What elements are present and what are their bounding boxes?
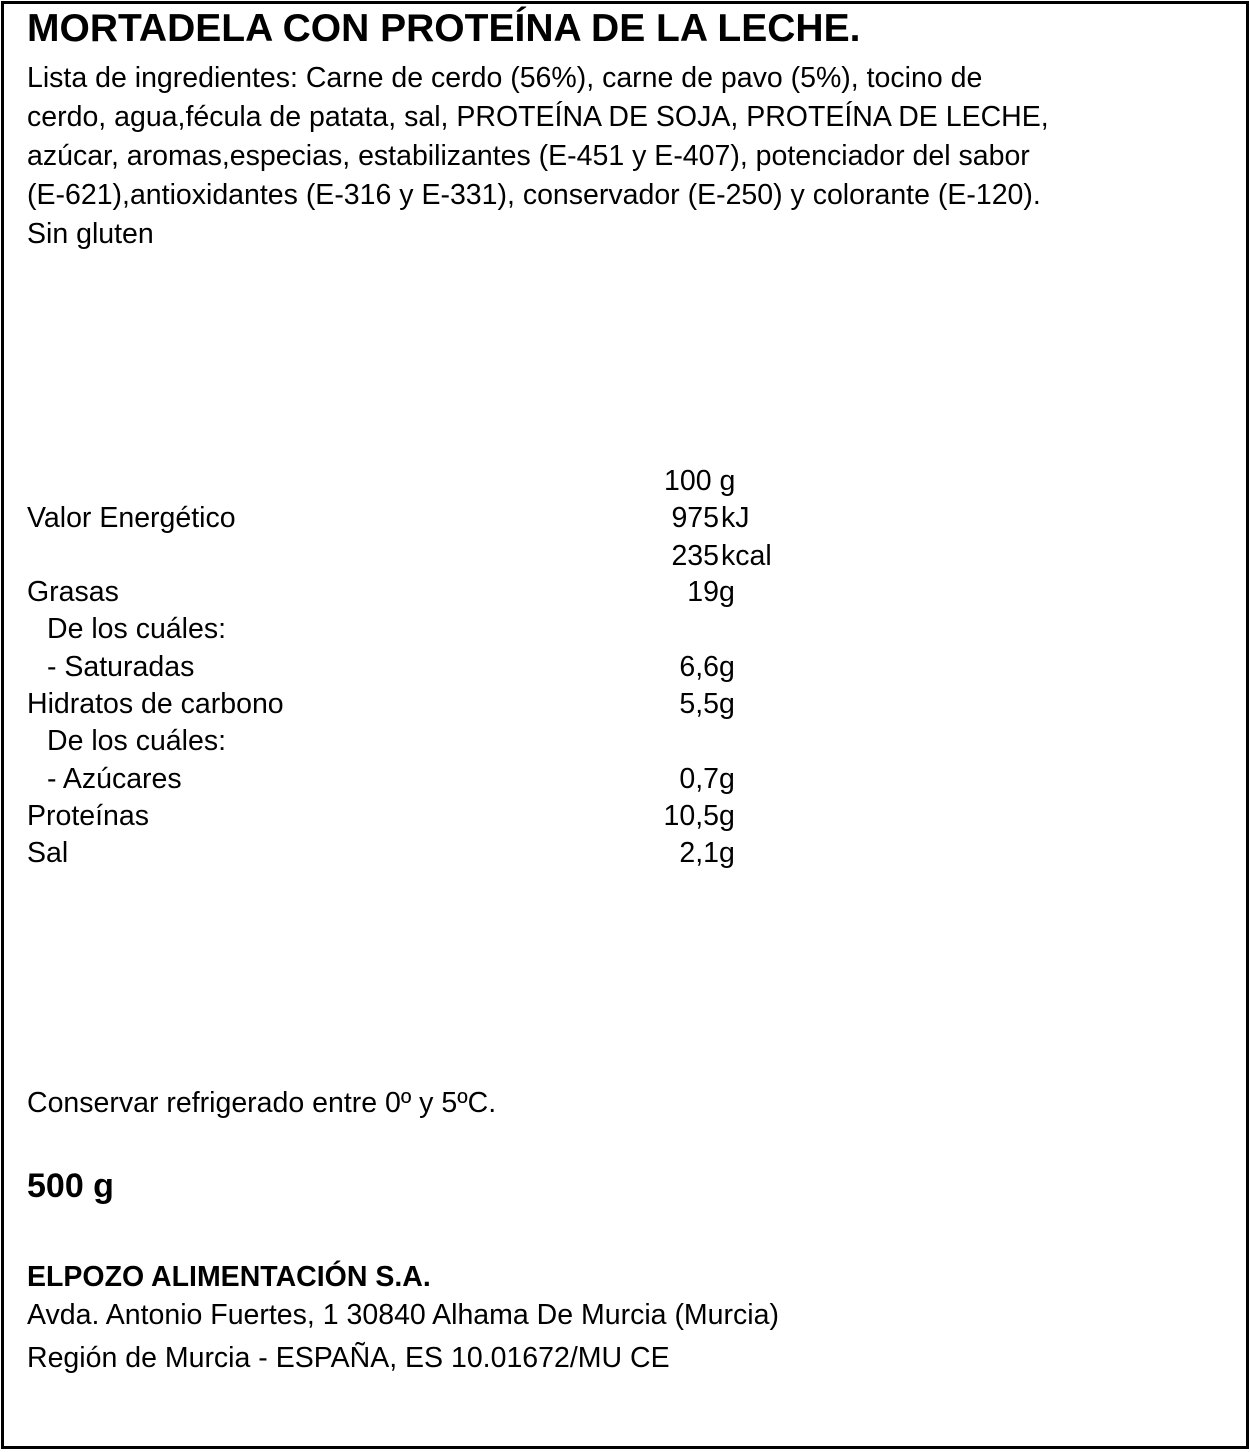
carbs-value: 5,5: [679, 688, 719, 720]
company-name: ELPOZO ALIMENTACIÓN S.A.: [27, 1261, 431, 1293]
carbs-of-which-label: De los cuáles:: [47, 725, 227, 757]
saturated-unit: g: [719, 651, 735, 683]
company-region-registry: Región de Murcia - ESPAÑA, ES 10.01672/MU CE: [27, 1342, 670, 1374]
protein-unit: g: [719, 800, 735, 832]
energy-kcal-value: 235: [671, 540, 719, 572]
energy-kj-value: 975: [671, 502, 719, 534]
saturated-label: - Saturadas: [47, 651, 195, 683]
ingredients-line: cerdo, agua,fécula de patata, sal, PROTEÍNA DE SOJA, PROTEÍNA DE LECHE,: [27, 101, 1049, 133]
carbs-unit: g: [719, 688, 735, 720]
salt-label: Sal: [27, 837, 69, 869]
product-title: MORTADELA CON PROTEÍNA DE LA LECHE.: [27, 7, 861, 50]
salt-unit: g: [719, 837, 735, 869]
fats-unit: g: [719, 576, 735, 608]
sugars-unit: g: [719, 763, 735, 795]
ingredients-line: azúcar, aromas,especias, estabilizantes (E-451 y E-407), potenciador del sabor: [27, 140, 1030, 172]
net-weight: 500 g: [27, 1167, 114, 1205]
storage-instructions: Conservar refrigerado entre 0º y 5ºC.: [27, 1087, 497, 1119]
protein-label: Proteínas: [27, 800, 149, 832]
energy-kj-unit: kJ: [721, 502, 750, 534]
energy-kcal-unit: kcal: [721, 540, 772, 572]
fats-of-which-label: De los cuáles:: [47, 613, 227, 645]
sugars-label: - Azúcares: [47, 763, 182, 795]
sugars-value: 0,7: [679, 763, 719, 795]
energy-label: Valor Energético: [27, 502, 236, 534]
ingredients-line: Lista de ingredientes: Carne de cerdo (56%), carne de pavo (5%), tocino de: [27, 62, 983, 94]
protein-value: 10,5: [663, 800, 719, 832]
fats-label: Grasas: [27, 576, 119, 608]
ingredients-list: [27, 59, 1227, 254]
carbs-label: Hidratos de carbono: [27, 688, 284, 720]
company-address: Avda. Antonio Fuertes, 1 30840 Alhama De Murcia (Murcia): [27, 1299, 779, 1331]
saturated-value: 6,6: [679, 651, 719, 683]
fats-value: 19: [687, 576, 719, 608]
gluten-free-note: Sin gluten: [27, 218, 154, 250]
ingredients-line: (E-621),antioxidantes (E-316 y E-331), conservador (E-250) y colorante (E-120).: [27, 179, 1041, 211]
product-label: [1, 1, 1249, 1449]
nutrition-header-per-100g: 100 g: [664, 465, 736, 497]
salt-value: 2,1: [679, 837, 719, 869]
